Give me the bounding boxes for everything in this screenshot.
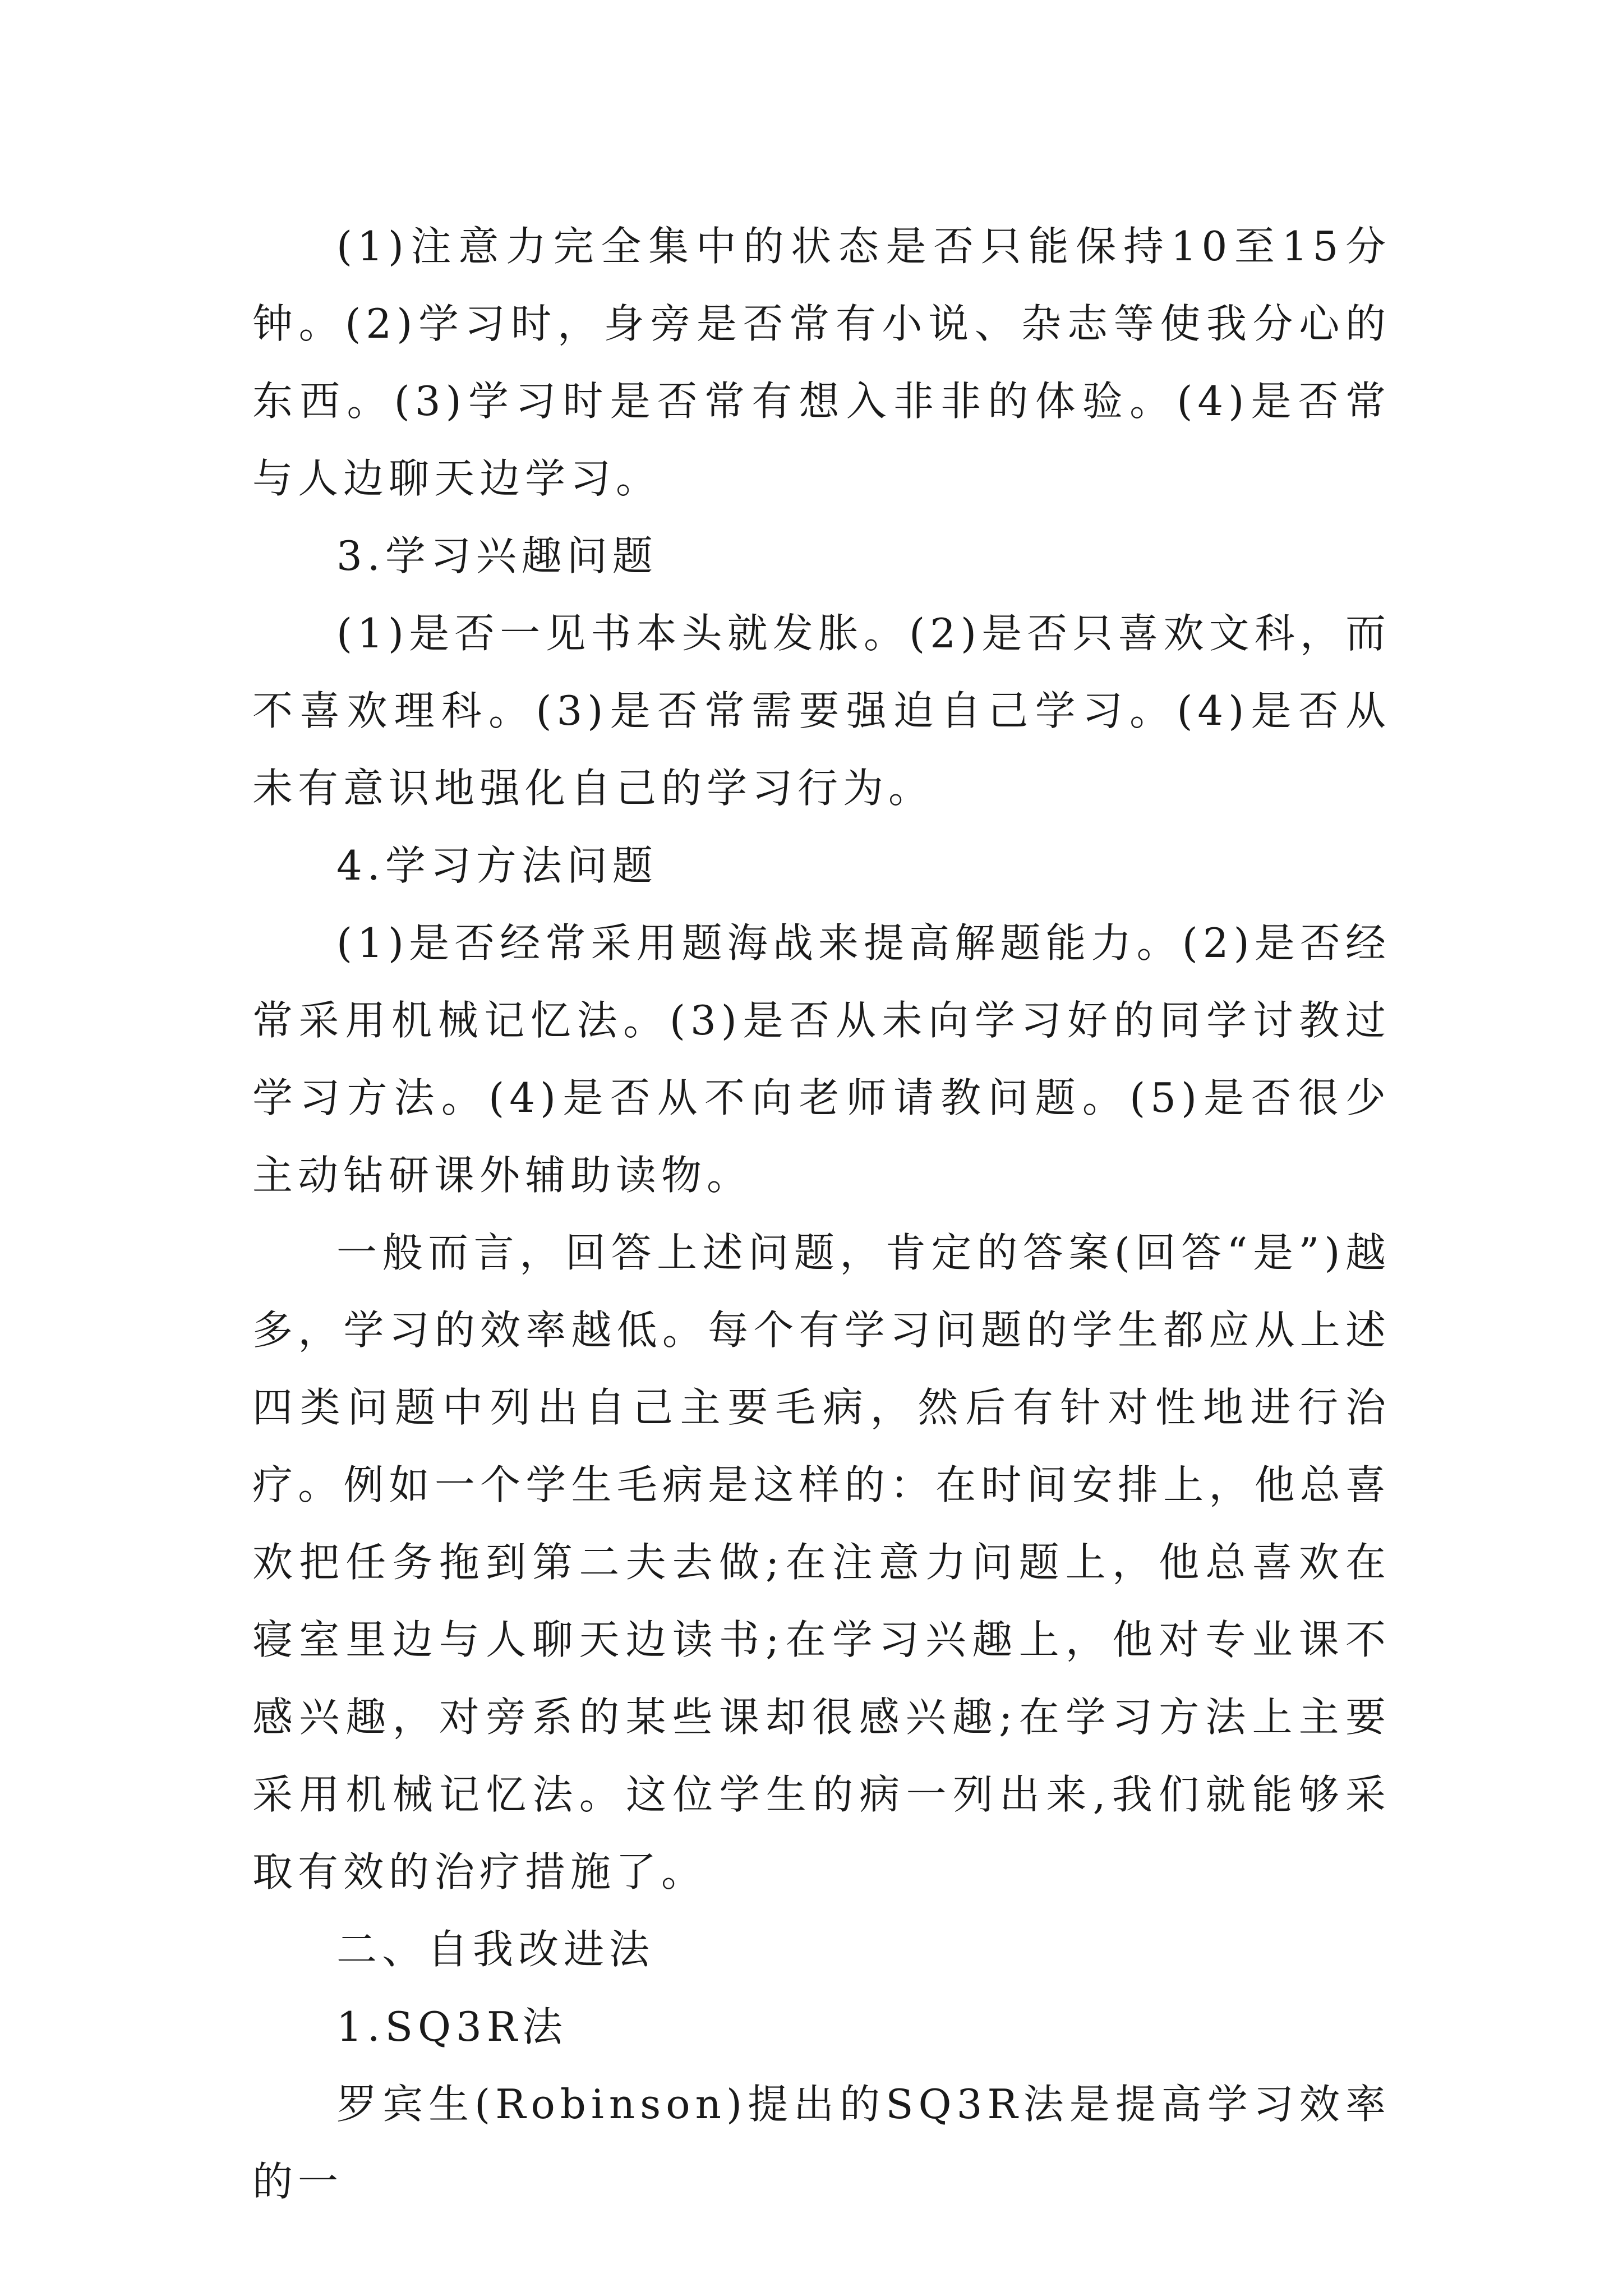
heading-learning-method: 4.学习方法问题 xyxy=(336,842,658,889)
heading-self-improvement: 二、自我改进法 xyxy=(336,1926,655,1973)
paragraph-method-questions: (1)是否经常采用题海战来提高解题能力。(2)是否经常采用机械记忆法。(3)是否从未向学习好的同学讨教过学习方法。(4)是否从不向老师请教问题。(5)是否很少主动钻研课外辅助读物。 xyxy=(252,919,1391,1199)
document-body xyxy=(252,208,1391,2220)
paragraph-attention-questions: (1)注意力完全集中的状态是否只能保持10至15分钟。(2)学习时，身旁是否常有小说、杂志等使我分心的东西。(3)学习时是否常有想入非非的体验。(4)是否常与人边聊天边学习。 xyxy=(252,223,1391,502)
paragraph-summary: 一般而言，回答上述问题，肯定的答案(回答“是”)越多，学习的效率越低。每个有学习问题的学生都应从上述四类问题中列出自己主要毛病，然后有针对性地进行治疗。例如一个学生毛病是这样的：在时间安排上，他总喜欢把任务拖到第二夫去做;在注意力问题上，他总喜欢在寝室里边与人聊天边读书;在学习兴趣上，他对专业课不感兴趣，对旁系的某些课却很感兴趣;在学习方法上主要采用机械记忆法。这位学生的病一列出来,我们就能够采取有效的治疗措施了。 xyxy=(252,1229,1391,1895)
heading-learning-interest: 3.学习兴趣问题 xyxy=(336,532,658,579)
paragraph-interest-questions: (1)是否一见书本头就发胀。(2)是否只喜欢文科，而不喜欢理科。(3)是否常需要强迫自己学习。(4)是否从未有意识地强化自己的学习行为。 xyxy=(252,610,1391,812)
heading-sq3r: 1.SQ3R法 xyxy=(336,2003,568,2050)
paragraph-sq3r-intro: 罗宾生(Robinson)提出的SQ3R法是提高学习效率的一 xyxy=(252,2081,1391,2205)
